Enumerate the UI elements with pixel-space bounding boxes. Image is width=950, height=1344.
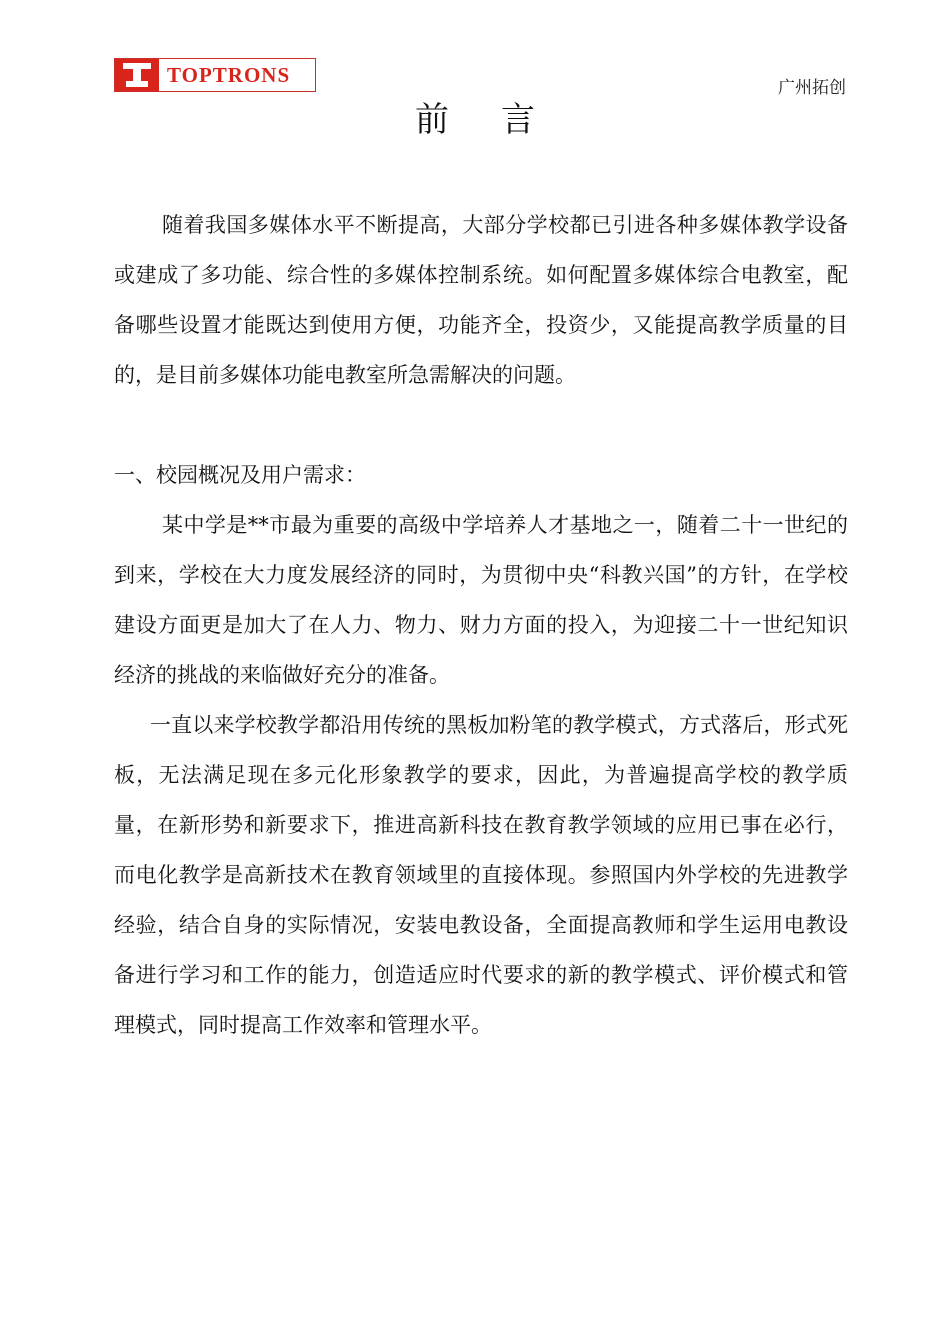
- section-paragraph-2: 一直以来学校教学都沿用传统的黑板加粉笔的教学模式，方式落后，形式死板，无法满足现在多元化形象教学的要求，因此，为普遍提高学校的教学质量，在新形势和新要求下，推进高新科技在教育教学领域的应用已事在必行，而电化教学是高新技术在教育领域里的直接体现。参照国内外学校的先进教学经验，结合自身的实际情况，安装电教设备，全面提高教师和学生运用电教设备进行学习和工作的能力，创造适应时代要求的新的教学模式、评价模式和管理模式，同时提高工作效率和管理水平。: [114, 713, 848, 1037]
- intro-paragraph: 随着我国多媒体水平不断提高，大部分学校都已引进各种多媒体教学设备或建成了多功能、综合性的多媒体控制系统。如何配置多媒体综合电教室，配备哪些设置才能既达到使用方便，功能齐全，投资少，又能提高教学质量的目的，是目前多媒体功能电教室所急需解决的问题。: [114, 213, 848, 387]
- section-paragraph-1: 某中学是**市最为重要的高级中学培养人才基地之一，随着二十一世纪的到来，学校在大力度发展经济的同时，为贯彻中央“科教兴国”的方针，在学校建设方面更是加大了在人力、物力、财力方面的投入，为迎接二十一世纪知识经济的挑战的来临做好充分的准备。: [114, 513, 848, 687]
- logo-mark-icon: [115, 59, 159, 91]
- logo-text: TOPTRONS: [167, 63, 291, 87]
- section-heading: 一、校园概况及用户需求：: [114, 463, 366, 487]
- spacer: [114, 400, 848, 450]
- company-name: 广州拓创: [778, 78, 846, 98]
- toptrons-logo: [114, 58, 316, 92]
- page-title: 前言: [415, 100, 587, 140]
- document-body: [114, 200, 848, 1050]
